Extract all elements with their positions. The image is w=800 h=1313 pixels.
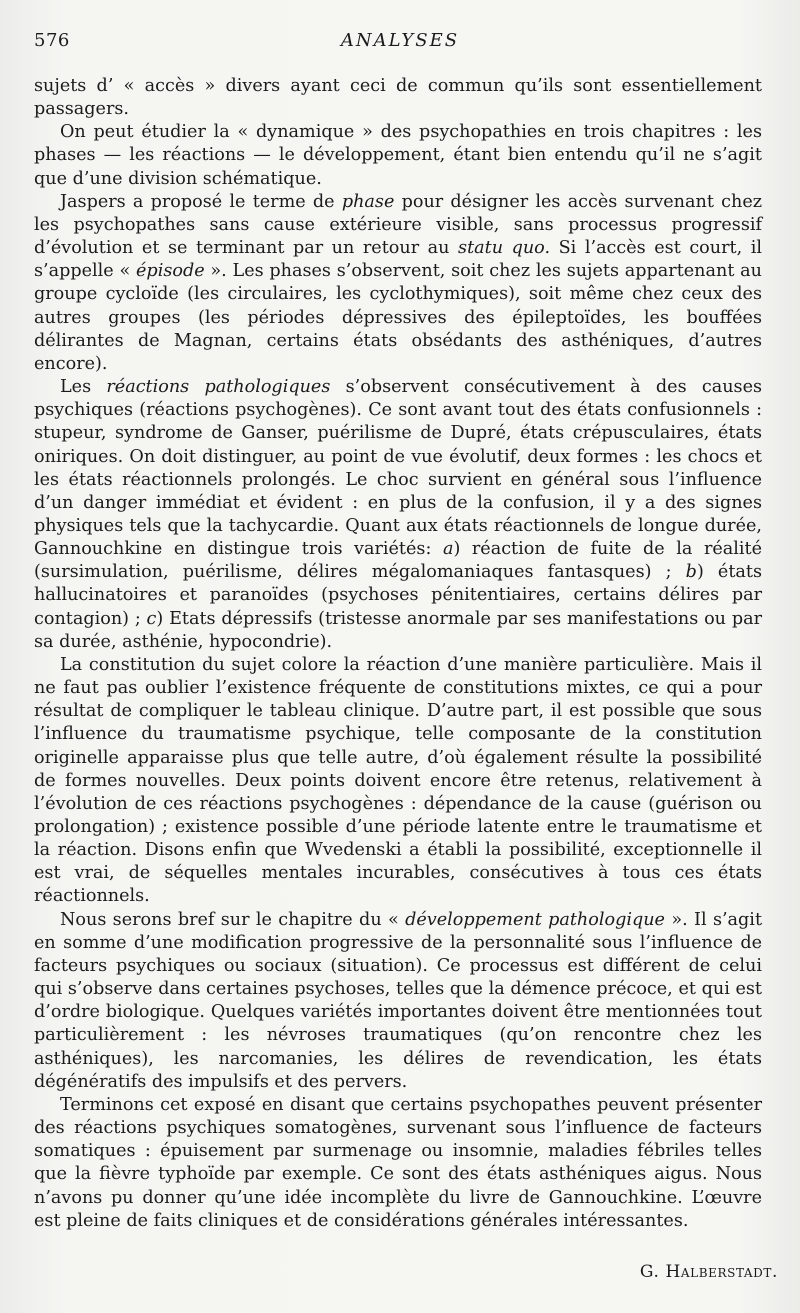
italic-run: réactions pathologiques <box>106 377 331 398</box>
text-run: pour désigner les accès survenant chez les psychopathes sans cause extérieure visible, sans processus progressif d’évolution et se terminant par un retour au <box>34 191 762 259</box>
text-run: ) Etats dépressifs (tristesse anormale par ses manifestations ou par sa durée, asthénie, hypocondrie). <box>34 608 762 652</box>
page-number: 576 <box>34 30 70 51</box>
italic-run: a <box>442 539 454 560</box>
paragraph <box>34 121 762 190</box>
italic-run: développement pathologique <box>405 909 665 930</box>
article-body <box>34 75 762 1233</box>
section-title: ANALYSES <box>340 30 460 51</box>
text-run: On peut étudier la « dynamique » des psychopathies en trois chapitres : les phases — les réactions — le développement, étant bien entendu qu’il ne s’agit que d’une division schématique. <box>34 122 762 189</box>
text-run: Jaspers a proposé le terme de <box>60 191 342 212</box>
text-run: ». Il s’agit en somme d’une modification progressive de la personnalité sous l’influence de facteurs psychiques ou sociaux (situation). Ce processus est différent de celui qui s’observe dans certaines psychoses, telles que la démence précoce, et qui est d’ordre biologique. Quelques variétés importantes doivent être mentionnées tout particulièrement : les névroses traumatiques (qu’on rencontre chez les asthéniques), les narcomanies, les délires de revendication, les états dégénératifs des impulsifs et des pervers. <box>34 909 763 1092</box>
paragraph <box>34 376 762 654</box>
italic-run: c <box>146 608 157 629</box>
text-run: sujets d’ « accès » divers ayant ceci de commun qu’ils sont essentiellement passagers. <box>34 76 762 120</box>
paragraph <box>34 654 762 909</box>
author-signature: G. Halberstadt. <box>639 1262 778 1282</box>
text-run: ». Les phases s’observent, soit chez les sujets appartenant au groupe cycloïde (les circulaires, les cyclothymiques), soit même chez ceux des autres groupes (les périodes dépressives des épileptoïdes, les bouffées délirantes de Magnan, certains états obsédants des asthéniques, d’autres encore). <box>34 261 762 374</box>
text-run: ) états hallucinatoires et paranoïdes (psychoses pénitentiaires, certains délires par contagion) ; <box>34 562 763 629</box>
text-run: ) réaction de fuite de la réalité (sursimulation, puérilisme, délires mégalomaniaques fantasques) ; <box>34 539 762 583</box>
paragraph <box>34 75 762 121</box>
italic-run: b <box>685 562 697 583</box>
text-run: Si l’accès est court, il s’appelle « <box>34 238 762 282</box>
text-run: Les <box>60 377 107 398</box>
text-run: s’observent consécutivement à des causes psychiques (réactions psychogènes). Ce sont avant tout des états confusionnels : stupeur, syndrome de Ganser, puérilisme de Dupré, états crépusculaires, états oniriques. On doit distinguer, au point de vue évolutif, deux formes : les chocs et les états réactionnels prolongés. Le choc survient en général sous l’influence d’un danger immédiat et évident : en plus de la confusion, il y a des signes physiques tels que la tachycardie. Quant aux états réactionnels de longue durée, Gannouchkine en distingue trois variétés: <box>34 377 763 560</box>
italic-run: phase <box>341 191 395 212</box>
running-head <box>34 30 766 54</box>
text-run: Nous serons bref sur le chapitre du « <box>60 909 406 930</box>
italic-run: statu quo. <box>458 238 551 259</box>
text-run: La constitution du sujet colore la réaction d’une manière particulière. Mais il ne faut pas oublier l’existence fréquente de constitutions mixtes, ce qui a pour résultat de compliquer le tableau clinique. D’autre part, il est possible que sous l’influence du traumatisme psychique, telle composante de la constitution originelle apparaisse plus que telle autre, d’où également résulte la possibilité de formes nouvelles. Deux points doivent encore être retenus, relativement à l’évolution de ces réactions psychogènes : dépendance de la cause (guérison ou prolongation) ; existence possible d’une période latente entre le traumatisme et la réaction. Disons enfin que Wvedenski a établi la possibilité, exceptionnelle il est vrai, de séquelles mentales incurables, consécutives à tous ces états réactionnels. <box>34 654 762 907</box>
paragraph <box>34 909 762 1094</box>
paragraph <box>34 191 762 376</box>
paragraph <box>34 1094 762 1233</box>
italic-run: épisode <box>136 261 205 282</box>
text-run: Terminons cet exposé en disant que certains psychopathes peuvent présenter des réactions psychiques somatogènes, survenant sous l’influence de facteurs somatiques : épuisement par surmenage ou insomnie, maladies fébriles telles que la fièvre typhoïde par exemple. Ce sont des états asthéniques aigus. Nous n’avons pu donner qu’une idée incomplète du livre de Gannouchkine. L’œuvre est pleine de faits cliniques et de considérations générales intéressantes. <box>34 1094 762 1231</box>
